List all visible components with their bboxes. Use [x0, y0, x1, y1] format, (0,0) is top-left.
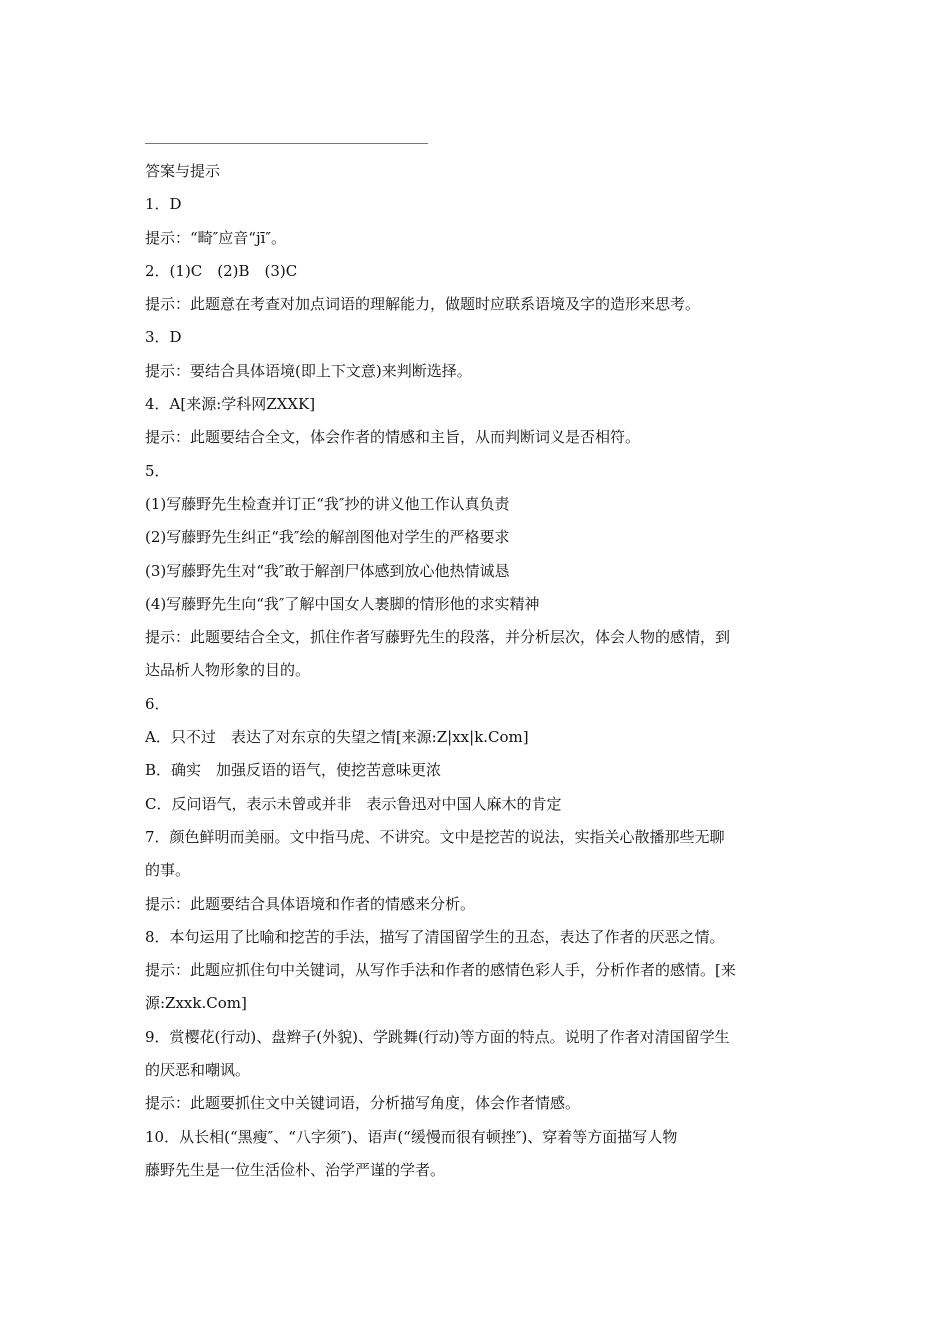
answer-line: 提示：此题要结合全文，体会作者的情感和主旨，从而判断词义是否相符。 [145, 428, 641, 447]
answer-line: 9．赏樱花(行动)、盘辫子(外貌)、学跳舞(行动)等方面的特点。说明了作者对清国留学生 [145, 1027, 730, 1046]
answer-line: 提示：“畸″应音“jī″。 [145, 228, 286, 247]
answer-line: 4．A[来源:学科网ZXXK] [145, 395, 316, 414]
answer-line: 源:Zxxk.Com] [145, 994, 247, 1013]
answer-line: (3)写藤野先生对“我″敢于解剖尸体感到放心他热情诚恳 [145, 561, 510, 580]
answer-line: 2．(1)C (2)B (3)C [145, 261, 298, 280]
answer-line: 提示：此题要结合全文，抓住作者写藤野先生的段落，并分析层次，体会人物的感情，到 [145, 628, 731, 647]
answer-line: 提示：此题要结合具体语境和作者的情感来分析。 [145, 894, 476, 913]
answer-line: 1．D [145, 195, 182, 214]
answer-line: 10．从长相(“黑瘦″、“八字须″)、语声(“缓慢而很有顿挫″)、穿着等方面描写人物 [145, 1127, 678, 1146]
answer-line: 提示：此题应抓住句中关键词，从写作手法和作者的感情色彩人手，分析作者的感情。[来 [145, 961, 736, 980]
top-divider [145, 143, 428, 144]
answer-line: C．反问语气，表示未曾或并非 表示鲁迅对中国人麻木的肯定 [145, 794, 562, 813]
answer-line: A．只不过 表达了对东京的失望之情[来源:Z|xx|k.Com] [145, 728, 529, 747]
answer-line: 6． [145, 694, 170, 713]
answer-line: (4)写藤野先生向“我″了解中国女人裹脚的情形他的求实精神 [145, 594, 540, 613]
answer-line: 5． [145, 461, 170, 480]
answer-line: 提示：此题要抓住文中关键词语，分析描写角度，体会作者情感。 [145, 1094, 581, 1113]
answer-line: 3．D [145, 328, 182, 347]
section-heading: 答案与提示 [145, 162, 221, 180]
answer-line: 的厌恶和嘲讽。 [145, 1061, 251, 1080]
answer-line: 提示：此题意在考查对加点词语的理解能力，做题时应联系语境及字的造形来思考。 [145, 295, 701, 314]
answer-line: (1)写藤野先生检查并订正“我″抄的讲义他工作认真负责 [145, 494, 510, 513]
answer-line: (2)写藤野先生纠正“我″绘的解剖图他对学生的严格要求 [145, 528, 510, 547]
answer-line: B．确实 加强反语的语气，使挖苦意味更浓 [145, 761, 442, 780]
answer-line: 8．本句运用了比喻和挖苦的手法，描写了清国留学生的丑态，表达了作者的厌恶之情。 [145, 927, 725, 946]
answer-line: 达品析人物形象的目的。 [145, 661, 311, 680]
answer-line: 藤野先生是一位生活俭朴、治学严谨的学者。 [145, 1160, 446, 1179]
answer-document [145, 155, 810, 1187]
answer-line: 提示：要结合具体语境(即上下文意)来判断选择。 [145, 361, 472, 380]
answer-line: 7．颜色鲜明而美丽。文中指马虎、不讲究。文中是挖苦的说法，实指关心散播那些无聊 [145, 827, 725, 846]
answer-lines [145, 188, 810, 1187]
answer-line: 的事。 [145, 861, 191, 880]
